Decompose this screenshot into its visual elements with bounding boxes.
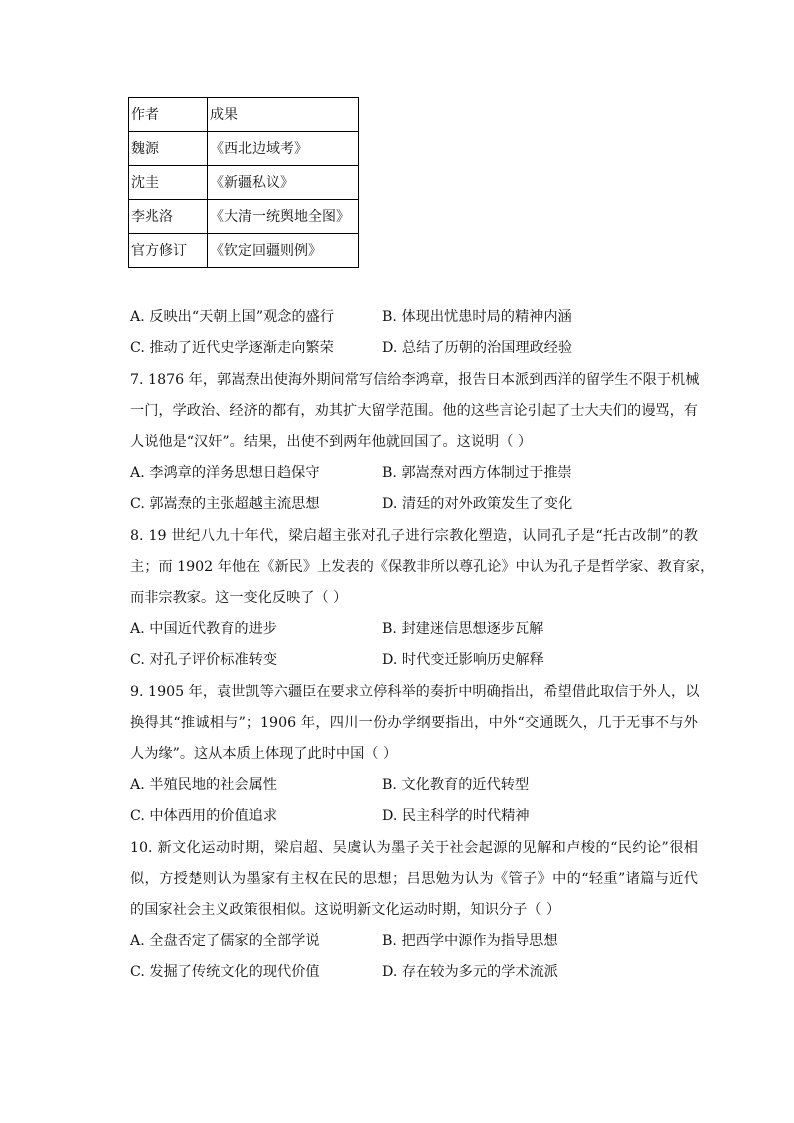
- q7-stem-text: 一门，学政治、经济的都有，劝其扩大留学范围。他的这些言论引起了士大夫们的谩骂，有: [130, 403, 698, 419]
- table-cell-work: 《钦定回疆则例》: [208, 234, 359, 268]
- q10-stem-text: 似，方授楚则认为墨家有主权在民的思想；吕思勉为认为《管子》中的“轻重”诸篇与近代: [130, 871, 698, 887]
- q9-stem-line: [130, 714, 698, 732]
- q10-option-a: A. 全盘否定了儒家的全部学说: [130, 933, 320, 949]
- q7-option-b: B. 郭嵩焘对西方体制过于推崇: [382, 465, 572, 481]
- q7-option-d: D. 清廷的对外政策发生了变化: [382, 496, 573, 512]
- q9-stem-text: 9. 1905 年，袁世凯等六疆臣在要求立停科举的奏折中明确指出，希望借此取信于外人，以: [130, 684, 700, 700]
- q10-option-d: D. 存在较为多元的学术流派: [382, 964, 558, 980]
- table-cell-author: 魏源: [129, 132, 208, 166]
- q8-stem-text: 主；而 1902 年他在《新民》上发表的《保教非所以尊孔论》中认为孔子是哲学家、教育家，: [130, 559, 715, 575]
- table-cell-work: 《西北边域考》: [208, 132, 359, 166]
- q9-option-b: B. 文化教育的近代转型: [382, 777, 530, 793]
- q7-stem-line: [130, 402, 698, 420]
- q10-option-b: B. 把西学中源作为指导思想: [382, 933, 558, 949]
- q9-option-c: C. 中体西用的价值追求: [130, 808, 278, 824]
- table-row: [129, 166, 359, 200]
- q8-option-d: D. 时代变迁影响历史解释: [382, 652, 544, 668]
- q10-option-c: C. 发掘了传统文化的现代价值: [130, 964, 320, 980]
- q10-stem-line: [130, 839, 698, 857]
- q10-stem-line: 的国家社会主义政策很相似。这说明新文化运动时期，知识分子（ ）: [130, 902, 561, 918]
- table-row: [129, 200, 359, 234]
- q7-stem-line: 人说他是“汉奸”。结果，出使不到两年他就回国了。这说明（ ）: [130, 434, 533, 450]
- q8-option-c: C. 对孔子评价标准转变: [130, 652, 278, 668]
- q6-option-d: D. 总结了历朝的治国理政经验: [382, 340, 573, 356]
- q7-stem-line: [130, 371, 698, 389]
- q8-option-a: A. 中国近代教育的进步: [130, 621, 277, 637]
- q8-stem-text: 8. 19 世纪八九十年代，梁启超主张对孔子进行宗教化塑造，认同孔子是“托古改制”的教: [130, 528, 698, 544]
- q9-stem-line: 人为缘”。这从本质上体现了此时中国（ ）: [130, 746, 398, 762]
- author-works-table: [128, 97, 359, 268]
- q7-option-a: A. 李鸿章的洋务思想日趋保守: [130, 465, 320, 481]
- q9-option-d: D. 民主科学的时代精神: [382, 808, 530, 824]
- q7-stem-text: 7. 1876 年，郭嵩焘出使海外期间常写信给李鸿章，报告日本派到西洋的留学生不限于机械: [130, 372, 700, 388]
- q9-option-a: A. 半殖民地的社会属性: [130, 777, 277, 793]
- q10-stem-text: 10. 新文化运动时期，梁启超、吴虞认为墨子关于社会起源的见解和卢梭的“民约论”很相: [130, 840, 698, 856]
- table-cell-work: 《新疆私议》: [208, 166, 359, 200]
- table-row: [129, 132, 359, 166]
- table-cell-author: 官方修订: [129, 234, 208, 268]
- q8-stem-line: [130, 558, 715, 576]
- table-cell-author: 沈圭: [129, 166, 208, 200]
- table-cell-work: 《大清一统舆地全图》: [208, 200, 359, 234]
- table-header-cell: 作者: [129, 98, 208, 132]
- q8-stem-line: [130, 527, 698, 545]
- q8-option-b: B. 封建迷信思想逐步瓦解: [382, 621, 544, 637]
- table-header-cell: 成果: [208, 98, 359, 132]
- q10-stem-line: [130, 870, 698, 888]
- q9-stem-text: 换得其“推诚相与”；1906 年，四川一份办学纲要指出，中外“交通既久，几于无事不与外: [130, 715, 698, 731]
- q6-option-b: B. 体现出忧患时局的精神内涵: [382, 309, 572, 325]
- q9-stem-line: [130, 683, 698, 701]
- q7-option-c: C. 郭嵩焘的主张超越主流思想: [130, 496, 320, 512]
- q6-option-a: A. 反映出“天朝上国”观念的盛行: [130, 309, 335, 325]
- q6-option-c: C. 推动了近代史学逐渐走向繁荣: [130, 340, 334, 356]
- table-row: [129, 234, 359, 268]
- table-cell-author: 李兆洛: [129, 200, 208, 234]
- q8-stem-line: 而非宗教家。这一变化反映了（ ）: [130, 590, 348, 606]
- table-header-row: [129, 98, 359, 132]
